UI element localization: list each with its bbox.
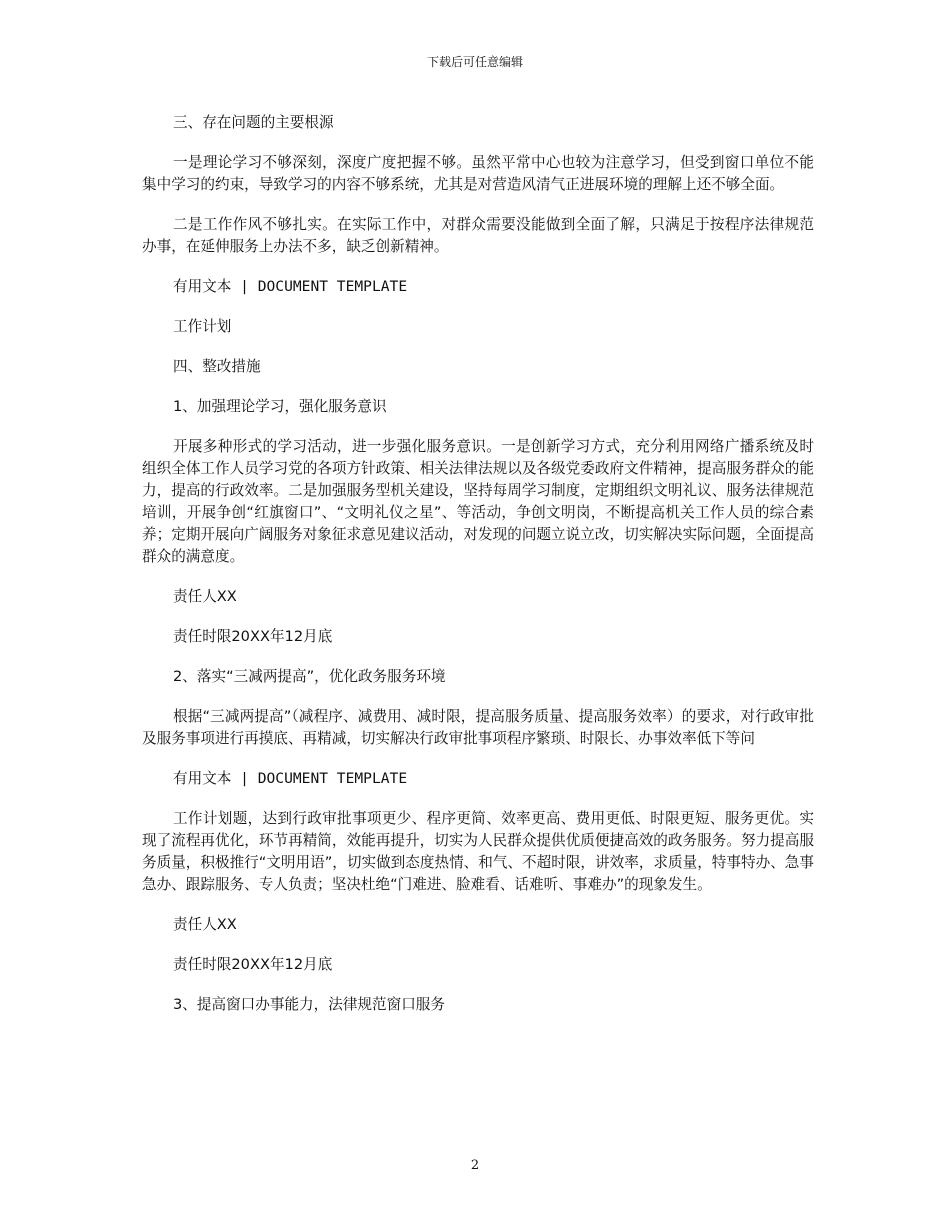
deadline: 责任时限20XX年12月底 <box>173 628 333 645</box>
template-label: 有用文本 | DOCUMENT TEMPLATE <box>173 770 408 787</box>
body-paragraph: 开展多种形式的学习活动，进一步强化服务意识。一是创新学习方式，充分利用网络广播系统及时组织全体工作人员学习党的各项方针政策、相关法律法规以及各级党委政府文件精神，提高服务群众的能力，提高的行政效率。二是加强服务型机关建设，坚持每周学习制度，定期组织文明礼议、服务法律规范培训，开展争创“红旗窗口”、“文明礼仪之星”、等活动，争创文明岗，不断提高机关工作人员的综合素养；定期开展向广阔服务对象征求意见建议活动，对发现的问题立说立改，切实解决实际问题，全面提高群众的满意度。 <box>142 438 814 565</box>
section-heading: 四、整改措施 <box>173 358 261 375</box>
responsible-person: 责任人XX <box>173 588 237 605</box>
body-paragraph: 根据“三减两提高”（减程序、减费用、减时限，提高服务质量、提高服务效率）的要求，对行政审批及服务事项进行再摸底、再精减，切实解决行政审批事项程序繁琐、时限长、办事效率低下等问 <box>142 708 814 747</box>
body-paragraph: 二是工作作风不够扎实。在实际工作中，对群众需要没能做到全面了解，只满足于按程序法律规范办事，在延伸服务上办法不多，缺乏创新精神。 <box>142 216 814 255</box>
item-heading: 2、落实“三减两提高”，优化政务服务环境 <box>173 668 446 685</box>
body-paragraph: 一是理论学习不够深刻，深度广度把握不够。虽然平常中心也较为注意学习，但受到窗口单位不能集中学习的约束，导致学习的内容不够系统，尤其是对营造风清气正进展环境的理解上还不够全面。 <box>142 154 814 193</box>
item-heading: 3、提高窗口办事能力，法律规范窗口服务 <box>173 996 445 1013</box>
template-label: 有用文本 | DOCUMENT TEMPLATE <box>173 278 408 295</box>
responsible-person: 责任人XX <box>173 916 237 933</box>
page-number: 2 <box>470 1158 480 1173</box>
body-paragraph: 工作计划题，达到行政审批事项更少、程序更简、效率更高、费用更低、时限更短、服务更优。实现了流程再优化，环节再精简，效能再提升，切实为人民群众提供优质便捷高效的政务服务。努力提高服务质量，积极推行“文明用语”，切实做到态度热情、和气、不超时限，讲效率，求质量，特事特办、急事急办、跟踪服务、专人负责；坚决杜绝“门难进、脸难看、话难听、事难办”的现象发生。 <box>142 810 814 893</box>
document-body <box>142 112 814 1034</box>
plan-label: 工作计划 <box>173 318 232 335</box>
section-heading: 三、存在问题的主要根源 <box>173 114 334 131</box>
deadline: 责任时限20XX年12月底 <box>173 956 333 973</box>
item-heading: 1、加强理论学习，强化服务意识 <box>173 398 387 415</box>
header-note: 下载后可任意编辑 <box>426 55 523 69</box>
